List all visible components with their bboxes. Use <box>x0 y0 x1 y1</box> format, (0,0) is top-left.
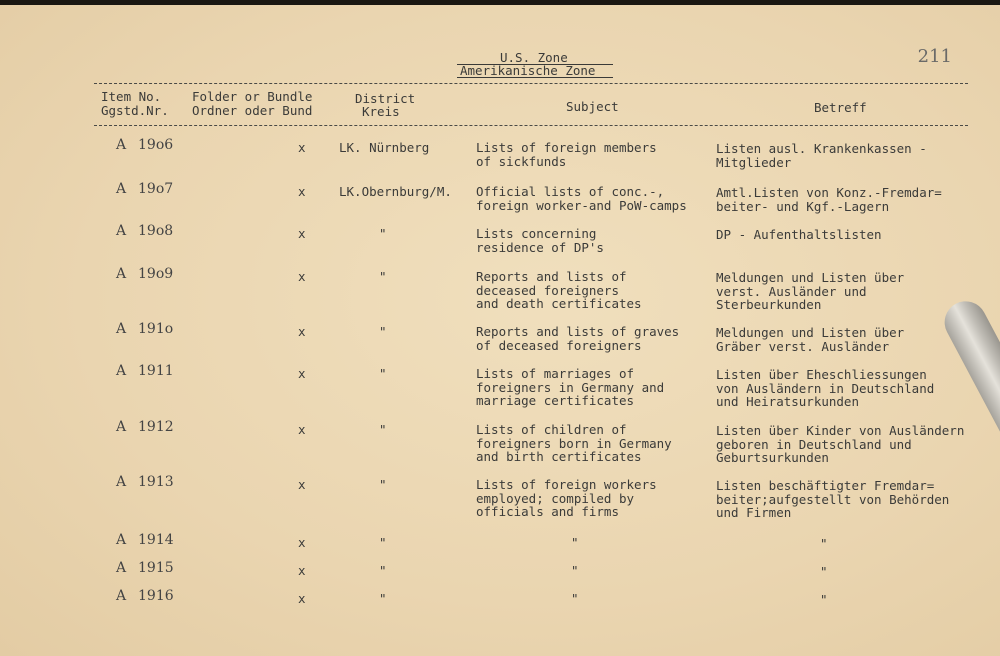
betreff-line: Mitglieder <box>716 154 792 170</box>
subject-line: marriage certificates <box>476 393 635 408</box>
district-name: " <box>379 324 387 339</box>
subject-line: foreign worker-and PoW-camps <box>476 197 687 213</box>
betreff-line: von Ausländern in Deutschland <box>716 380 935 396</box>
zone-title-en: U.S. Zone <box>500 50 568 65</box>
item-number: 19o9 <box>138 266 174 282</box>
col-header-district-en: District <box>355 91 416 106</box>
subject-line: officials and firms <box>476 504 619 519</box>
col-header-subject: Subject <box>566 99 619 114</box>
col-header-item-en: Item No. <box>101 89 162 104</box>
item-prefix: A <box>116 181 127 197</box>
folder-mark: x <box>298 366 306 381</box>
item-number: 19o7 <box>138 181 174 197</box>
item-number: 19o6 <box>138 137 174 153</box>
betreff-line: Meldungen und Listen über <box>716 270 905 285</box>
subject-line: " <box>571 591 579 606</box>
zone-underline-bottom <box>457 77 613 78</box>
betreff-line: Amtl.Listen von Konz.-Fremdar= <box>716 185 942 200</box>
folder-mark: x <box>298 269 306 284</box>
item-prefix: A <box>116 266 127 282</box>
item-prefix: A <box>116 223 127 239</box>
item-prefix: A <box>116 588 127 604</box>
subject-line: Official lists of conc.-, <box>476 184 665 199</box>
folder-mark: x <box>298 184 306 199</box>
item-prefix: A <box>116 532 127 548</box>
district-name: LK.Obernburg/M. <box>339 184 452 199</box>
header-rule-bottom <box>94 125 968 126</box>
betreff-line: und Heiratsurkunden <box>716 394 859 409</box>
item-number: 1914 <box>138 532 174 548</box>
item-prefix: A <box>116 474 127 490</box>
item-prefix: A <box>116 419 127 435</box>
betreff-line: Geburtsurkunden <box>716 450 829 465</box>
betreff-line: Gräber verst. Ausländer <box>716 338 890 354</box>
betreff-line: verst. Ausländer und <box>716 283 867 299</box>
betreff-line: " <box>820 536 828 551</box>
subject-line: deceased foreigners <box>476 282 619 298</box>
district-name: " <box>379 477 387 492</box>
col-header-item-de: Ggstd.Nr. <box>101 103 169 118</box>
subject-line: Reports and lists of <box>476 269 627 284</box>
col-header-folder-en: Folder or Bundle <box>192 89 313 104</box>
col-header-folder-de: Ordner oder Bund <box>192 103 313 118</box>
item-number: 1911 <box>138 363 174 379</box>
folder-mark: x <box>298 324 306 339</box>
betreff-line: und Firmen <box>716 505 792 520</box>
zone-title-de: Amerikanische Zone <box>460 63 596 78</box>
col-header-betreff: Betreff <box>814 100 867 115</box>
subject-line: Lists concerning <box>476 226 597 241</box>
betreff-line: DP - Aufenthaltslisten <box>716 227 882 242</box>
district-name: " <box>379 366 387 381</box>
subject-line: Reports and lists of graves <box>476 324 680 339</box>
subject-line: foreigners born in Germany <box>476 435 672 451</box>
betreff-line: Listen über Eheschliessungen <box>716 367 927 382</box>
betreff-line: " <box>820 592 828 607</box>
betreff-line: Listen ausl. Krankenkassen - <box>716 141 927 156</box>
item-prefix: A <box>116 321 127 337</box>
subject-line: employed; compiled by <box>476 490 635 506</box>
subject-line: Lists of children of <box>476 422 627 437</box>
item-prefix: A <box>116 363 127 379</box>
betreff-line: " <box>820 564 828 579</box>
page-number: 211 <box>917 46 952 67</box>
subject-line: and death certificates <box>476 296 642 311</box>
item-number: 1912 <box>138 419 174 435</box>
subject-line: Lists of foreign members <box>476 140 657 155</box>
item-prefix: A <box>116 137 127 153</box>
district-name: " <box>379 422 387 437</box>
subject-line: " <box>571 563 579 578</box>
folder-mark: x <box>298 140 306 155</box>
header-rule-top <box>94 83 968 84</box>
betreff-line: Listen über Kinder von Ausländern <box>716 423 965 438</box>
subject-line: residence of DP's <box>476 239 604 255</box>
folder-mark: x <box>298 591 306 606</box>
item-prefix: A <box>116 560 127 576</box>
betreff-line: beiter- und Kgf.-Lagern <box>716 198 890 214</box>
subject-line: foreigners in Germany and <box>476 379 665 395</box>
folder-mark: x <box>298 422 306 437</box>
document-page <box>0 5 1000 656</box>
item-number: 1916 <box>138 588 174 604</box>
item-number: 191o <box>138 321 174 337</box>
district-name: " <box>379 226 387 241</box>
betreff-line: Listen beschäftigter Fremdar= <box>716 478 935 493</box>
item-number: 19o8 <box>138 223 174 239</box>
subject-line: of deceased foreigners <box>476 337 642 353</box>
betreff-line: geboren in Deutschland und <box>716 436 912 452</box>
district-name: " <box>379 563 387 578</box>
betreff-line: Meldungen und Listen über <box>716 325 905 340</box>
item-number: 1913 <box>138 474 174 490</box>
folder-mark: x <box>298 226 306 241</box>
district-name: LK. Nürnberg <box>339 140 430 155</box>
subject-line: Lists of foreign workers <box>476 477 657 492</box>
subject-line: and birth certificates <box>476 449 642 464</box>
zone-underline-top <box>457 64 613 65</box>
subject-line: Lists of marriages of <box>476 366 635 381</box>
betreff-line: Sterbeurkunden <box>716 297 822 312</box>
district-name: " <box>379 535 387 550</box>
betreff-line: beiter;aufgestellt von Behörden <box>716 491 950 507</box>
folder-mark: x <box>298 535 306 550</box>
item-number: 1915 <box>138 560 174 576</box>
folder-mark: x <box>298 563 306 578</box>
subject-line: " <box>571 535 579 550</box>
district-name: " <box>379 591 387 606</box>
folder-mark: x <box>298 477 306 492</box>
district-name: " <box>379 269 387 284</box>
subject-line: of sickfunds <box>476 153 567 169</box>
col-header-district-de: Kreis <box>362 104 400 119</box>
